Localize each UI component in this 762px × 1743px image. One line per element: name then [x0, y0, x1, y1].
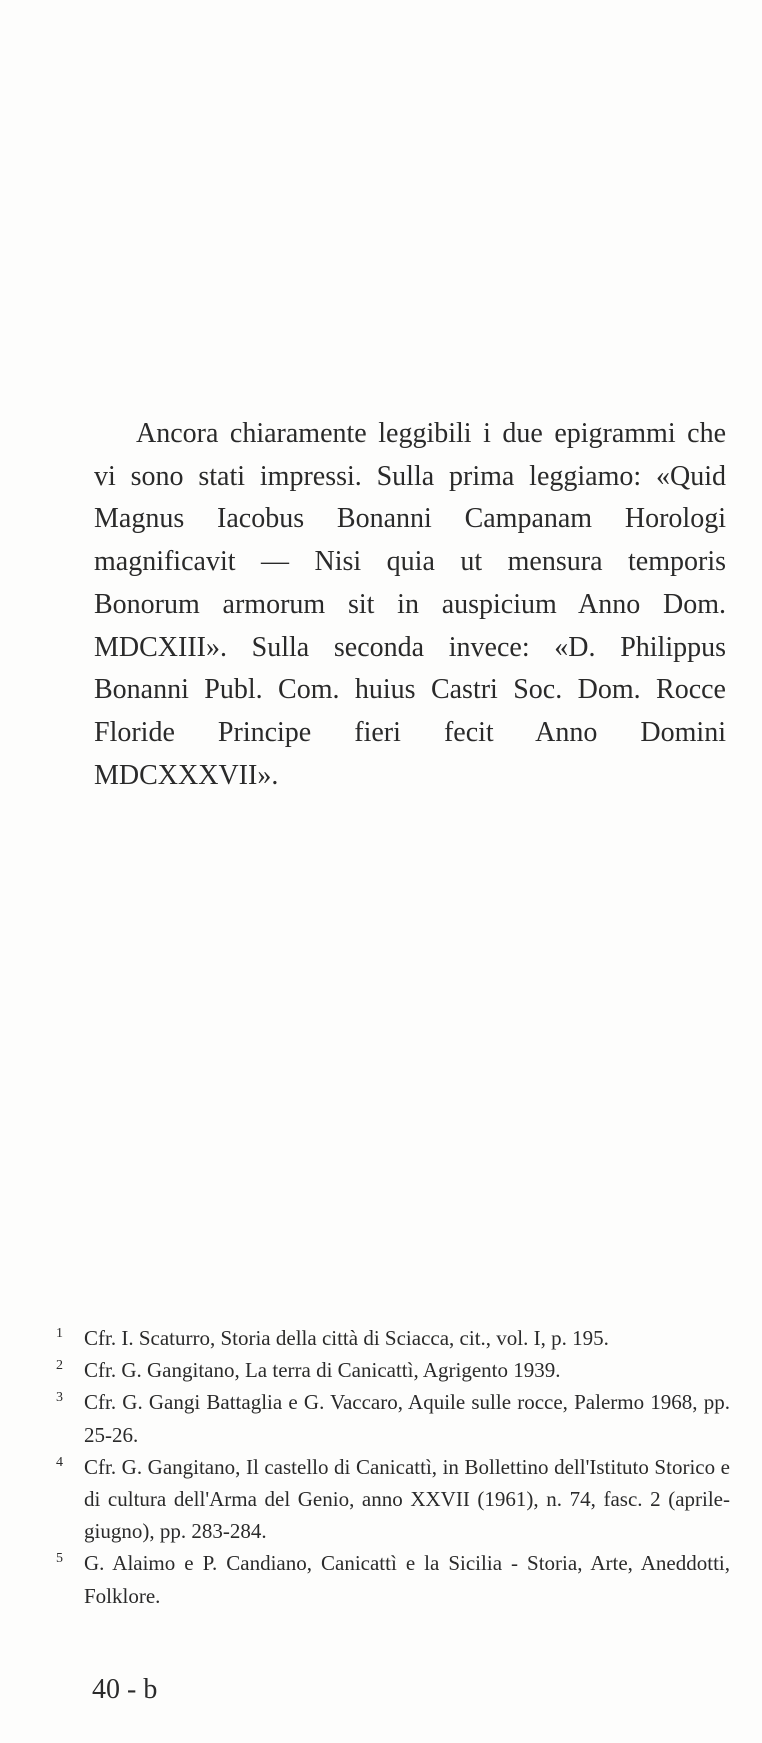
footnote-marker: 1 [56, 1326, 63, 1341]
footnote-marker: 5 [56, 1551, 63, 1567]
footnote-marker: 4 [56, 1454, 63, 1470]
body-paragraph: Ancora chiaramente leggibili i due epigrammi che vi sono stati impressi. Sulla prima leggiamo: «Quid Magnus Iacobus Bonanni Campanam Horologi magnificavit — Nisi quia ut mensura temporis Bonorum armorum sit in auspicium Anno Dom. MDCXIII». Sulla seconda invece: «D. Philippus Bonanni Publ. Com. huius Castri Soc. Dom. Rocce Floride Principe fieri fecit Anno Domini MDCXXXVII». [94, 418, 726, 791]
footnote-text: Cfr. G. Gangi Battaglia e G. Vaccaro, Aquile sulle rocce, Palermo 1968, pp. 25-26. [84, 1390, 730, 1447]
footnote-text: Cfr. G. Gangitano, La terra di Canicattì, Agrigento 1939. [84, 1358, 561, 1383]
footnote-2 [56, 1354, 730, 1386]
footnote-marker: 2 [56, 1358, 63, 1374]
footnote-text: Cfr. G. Gangitano, Il castello di Canicattì, in Bollettino dell'Istituto Storico e di cultura dell'Arma del Genio, anno XXVII (1961), n. 74, fasc. 2 (aprile-giugno), pp. 283-284. [84, 1454, 730, 1544]
footnote-text: Cfr. I. Scaturro, Storia della città di Sciacca, cit., vol. I, p. 195. [84, 1326, 609, 1350]
footnote-marker: 3 [56, 1390, 63, 1406]
footnotes-list [56, 1322, 730, 1612]
footnote-3 [56, 1386, 730, 1450]
footnote-text: G. Alaimo e P. Candiano, Canicattì e la Sicilia - Storia, Arte, Aneddotti, Folklore. [84, 1551, 730, 1608]
footnote-5 [56, 1547, 730, 1611]
footnote-1 [56, 1322, 730, 1354]
page-number: 40 - b [92, 1674, 158, 1705]
footnote-4 [56, 1451, 730, 1548]
